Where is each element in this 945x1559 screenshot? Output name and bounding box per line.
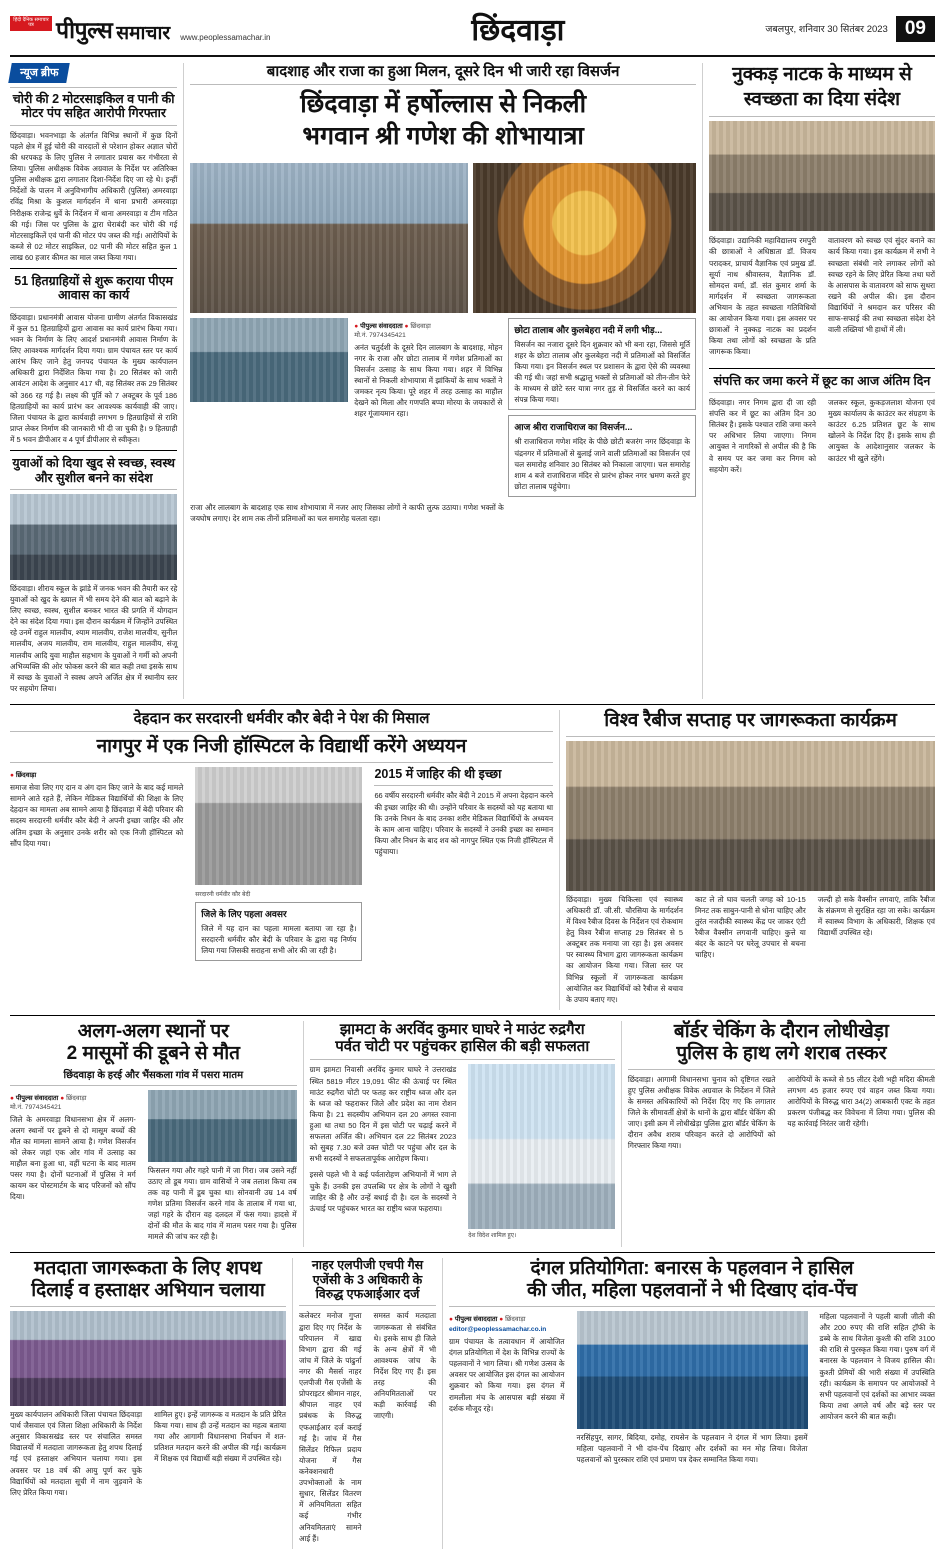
page-number: 09 xyxy=(896,16,935,42)
fir-text-2: समस्त कार्य मतदाता जागरूकता से संबंधित थे। इसके साथ ही जिले के अन्य क्षेत्रों में भी आवश्यक जांच के निर्देश दिए गए हैं। इस तरह की अनियमितताओं पर कड़ी कार्रवाई की जाएगी। xyxy=(373,1311,436,1421)
drowning-text: जिले के अमरवाड़ा विधानसभा क्षेत्र में अलग-अलग स्थानों पर डूबने से दो मासूम बच्चों की मौत का मामला सामने आया है। गणेश विसर्जन को लेकर जहां एक ओर गांव में उत्साह का माहौल बना हुआ था, वहीं घटना के बाद मातम पसर गया है। दोनों घटनाओं में पुलिस ने मर्ग कायम कर पोस्टमार्टम के बाद परिजनों को सौंप दिया। xyxy=(10,1114,136,1202)
mountaineer-photo xyxy=(468,1064,615,1229)
wrestling-text: ग्राम पंचायत के तत्वावधान में आयोजित दंगल प्रतियोगिता में देश के विभिन्न राज्यों के पहलवानों ने भाग लिया। श्री गणेश उत्सव के अवसर पर आयोजित इस दंगल का आयोजन शुक्रवार को किया गया। इस दंगल में रामलीला मंच के आसपास बड़ी संख्या में दर्शक मौजूद रहे। xyxy=(449,1337,565,1413)
date-line: जबलपुर, शनिवार 30 सितंबर 2023 xyxy=(765,24,888,35)
wrestling-headline-line1: दंगल प्रतियोगिता: बनारस के पहलवान ने हासिल xyxy=(530,1258,854,1280)
first-occasion-box xyxy=(195,902,362,961)
publication-logo xyxy=(10,13,270,45)
box-text: जिले में यह दान का पहला मामला बताया जा रहा है। सरदारनी धर्मवीर कौर बेदी के परिवार के द्वारा यह निर्णय लिया गया जिसकी सराहना सभी ओर की जा रही है। xyxy=(201,924,357,956)
brief-item xyxy=(10,456,177,694)
fir-story xyxy=(293,1258,443,1548)
bottom-block xyxy=(10,1258,935,1548)
mount-caption: देश विदेश शामिल हुए। xyxy=(468,1233,517,1240)
oath-ceremony-photo xyxy=(10,1311,286,1406)
mount-text-2: इससे पहले भी वे कई पर्वतारोहण अभियानों में भाग ले चुके हैं। उनकी इस उपलब्धि पर क्षेत्र के लोगों ने खुशी जाहिर की है और उन्हें बधाई दी है। दल के सदस्यों ने ऊंचाई पर पहुंचकर भारत का राष्ट्रीय ध्वज फहराया। xyxy=(309,1170,457,1213)
dehdaan-sub-headline: 2015 में जाहिर की थी इच्छा xyxy=(374,767,502,782)
logo-peoples-text: पीपुल्स xyxy=(56,16,113,43)
dehdaan-text-2: 66 वर्षीय सरदारनी धर्मवीर कौर बेदी ने 2015 में अपना देहदान करने की इच्छा जाहिर की थी। उन्होंने परिवार के सदस्यों को यह बताया था कि उनके निधन के बाद उनका शरीर मेडिकल विद्यार्थियों के अध्ययन के काम आना चाहिए। परिवार के सदस्यों ने उनकी इच्छा का सम्मान किया और निधन के बाद शव को नागपुर स्थित एक निजी हॉस्पिटल में पहुंचाया। xyxy=(374,791,554,856)
wrestling-text-2: नरसिंहपुर, सागर, बिदिया, दमोह, रायसेन के पहलवान ने दंगल में भाग लिया। इसमें महिला पहलवानों ने भी दांव-पेंच दिखाए और दर्शकों का मन मोह लिया। विजेता पहलवानों को पुरस्कार राशि एवं प्रमाण पत्र देकर सम्मानित किया गया। xyxy=(576,1433,808,1465)
drowning-text-2: फिसलन गया और गहरे पानी में जा गिरा। जब उसने नहीं उठाए तो डूब गया। ग्राम वासियों ने जब तलाश किया तब तक वह पानी में डूब चुका था। सोनवानी उम्र 14 वर्ष गणेश प्रतिमा विसर्जन करने गांव के तालाब में गया था, जहां गहरे के दौरान वह दलदल में फंस गया। हादसे में दोनों की मौत के बाद गांव में मातम पसर गया है। पुलिस मामले की जांच कर रही है। xyxy=(147,1165,297,1242)
drowning-byline: ● पीपुल्स संवाददाता ● छिंदवाड़ा मो.नं. 7974345421 xyxy=(10,1094,87,1111)
dehdaan-byline: ● छिंदवाड़ा xyxy=(10,772,37,780)
wrestling-byline: ● पीपुल्स संवाददाता ● छिंदवाड़ा xyxy=(449,1316,526,1324)
drowning-headline-line2: 2 मासूमों की डूबने से मौत xyxy=(66,1042,241,1064)
border-text: छिंदवाड़ा। आगामी विधानसभा चुनाव को दृष्टिगत रखते हुए पुलिस अधीक्षक विवेक अग्रवाल के निर्देशन में जिले के समस्त अधिकारियों को निर्देश दिए गए कि लगातार जिले के सीमावर्ती क्षेत्रों के थानों के द्वारा बॉर्डर चेकिंग की जाए। इसी क्रम में लोधीखेड़ा पुलिस द्वारा बॉर्डर चेकिंग के दौरान अवैध शराब परिवहन करते दो आरोपियों को गिरफ्तार किया गया। xyxy=(627,1074,776,1151)
oath-headline-line2: दिलाई व हस्ताक्षर अभियान चलाया xyxy=(31,1280,265,1302)
dehdaan-story xyxy=(10,710,560,1010)
right-column xyxy=(703,63,935,699)
oath-headline-line1: मतदाता जागरूकता के लिए शपथ xyxy=(34,1258,262,1280)
wrestling-headline-line2: की जीत, महिला पहलवानों ने भी दिखाए दांव-पेंच xyxy=(526,1280,858,1302)
drowning-sub: छिंदवाड़ा के हरई और भैंसकला गांव में पसरा मातम xyxy=(63,1069,244,1081)
box-text: श्री राजाधिराज गणेश मंदिर के पीछे छोटी बजरंग नगर छिंदवाड़ा के चंद्रनगर में प्रतिमाओं से बुलाई जाने वाली प्रतिमाओं का विसर्जन एवं चल समारोह शनिवार 30 सितंबर को निकाला जाएगा। चल समारोह शाम 4 बजे राजाधिराज मंदिर से प्रारंभ होकर नगर भ्रमण करते हुए छोटा तालाब पहुंचेगा। xyxy=(514,437,691,491)
property-tax-text-2: जलकर स्कूल, कुकड़जलाश योजना एवं मुख्य कार्यालय के काउंटर कर संग्रहण के काउंटर 6.25 प्रतिशत छूट के साथ खोलने के निर्देश दिए हैं। इसके साथ ही आयुक्त के आदेशानुसार जलकर के काउंटर भी खुले रहेंगे। xyxy=(828,397,935,463)
rabies-headline: विश्व रैबीज सप्ताह पर जागरूकता कार्यक्रम xyxy=(604,709,897,731)
border-liquor-story xyxy=(622,1021,935,1247)
mountaineering-story xyxy=(304,1021,622,1247)
box-text: विसर्जन का नजारा दूसरे दिन शुक्रवार को भी बना रहा, जिससे मूर्ति शहर के छोटा तालाब और कुलबेहरा नदी में प्रतिमाओं को विसर्जित किया गया। इन विसर्जन स्थल पर प्रशासन के द्वारा ऐसे की व्यवस्था की गई थी। जहां सभी श्रद्धालु भक्तों से प्रतिमाओं को तीन-तीन फेरे के माध्यम से छोटे स्तर यात्रा नगर तुड़ से विसर्जित करने का कार्य संपन्न किया गया। xyxy=(514,339,691,405)
brief-text: छिंदवाड़ा। प्रधानमंत्री आवास योजना ग्रामीण अंतर्गत विकासखंड में कुल 51 हितग्राहियों द्वारा आवास का कार्य प्रारंभ किया गया। भवन के निर्माण के लिए आदर्श प्रधानमंत्री आवास निर्माण के लिए आवश्यक मार्गदर्शन दिया गया। ग्राम पंचायत स्तर पर कार्य आरंभ किए जाने हेतु जनपद पंचायत के मुख्य कार्यपालन अधिकारी द्वारा निर्देशित किया गया है। 20 सितंबर को जारी आवंटन आदेश के अनुसार 417 थी, वह सितंबर तक 29 सितंबर को 366 रह गई है। लक्ष्य की पूर्ति को 7 अक्टूबर के पूर्व 186 हितग्राहियों का कार्य प्रारंभ कर आवश्यक कार्यवाही की जाए। जिला पंचायत के द्वारा कार्यवाही लगभग 9 हितग्राहियों से राशि प्राप्त लेकर निर्माण की जानकारी भी दी जा चुकी है। 9 हितग्राही में 5 भवन डीपीआर व 4 पूर्ण डीपीआर से स्वीकृत। xyxy=(10,312,178,445)
edition-title: छिंदवाड़ा xyxy=(471,14,565,47)
lead-box-1 xyxy=(508,318,696,411)
brief-headline: चोरी की 2 मोटरसाइकिल व पानी की मोटर पंप सहित आरोपी गिरफ्तार xyxy=(12,92,175,121)
mount-text: ग्राम झामटा निवासी अरविंद कुमार घाघरे ने उत्तराखंड स्थित 5819 मीटर 19,091 फीट की ऊंचाई पर स्थित माउंट रुद्रगैरा चोटी पर फतह कर राष्ट्रीय ध्वज और दल के ध्वज को फहराकर जिले और प्रदेश का नाम रोशन किया है। 21 सदस्यीय अभियान दल 20 अगस्त रवाना हुआ था तथा 50 दिन में इस चोटी पर चढ़ाई करने में सफलता अर्जित की। अभियान दल 22 सितंबर 2023 को सुबह 7.30 बजे उक्त चोटी पर पहुंचा और दल के सभी सदस्यों ने सफलतापूर्वक आरोहण किया। xyxy=(309,1065,457,1164)
fir-headline-line3: विरुद्ध एफआईआर दर्ज xyxy=(315,1287,420,1302)
rabies-story xyxy=(560,710,935,1010)
oath-text-2: शामिल हुए। इन्हें जागरूक व मतदान के प्रति प्रेरित किया गया। साथ ही उन्हें मतदान का महत्व बताया गया और आगामी विधानसभा निर्वाचन में शत-प्रतिशत मतदान करने की अपील की गई। कार्यक्रम में शिक्षक एवं विद्यार्थी बड़ी संख्या में उपस्थित रहे। xyxy=(154,1410,286,1464)
rabies-text: छिंदवाड़ा। मुख्य चिकित्सा एवं स्वास्थ्य अधिकारी डॉ. जी.सी. चौरसिया के मार्गदर्शन में विश्व रैबीज दिवस के निर्देशन एवं रोकथाम हेतु विश्व रैबीज सप्ताह 29 सितंबर से 5 अक्टूबर तक मनाया जा रहा है। इस अवसर पर स्वास्थ्य विभाग द्वारा जागरूकता कार्यक्रम का आयोजन किया गया। जिला स्तर पर विभिन्न स्कूलों में जागरूकता कार्यक्रम आयोजित कर विद्यार्थियों को रैबीज से बचाव के उपाय बताए गए। xyxy=(566,894,683,1004)
rabies-text-3: जल्दी हो सके वैक्सीन लगवाएं, ताकि रैबीज के संक्रमण से सुरक्षित रहा जा सके। कार्यक्रम में स्वास्थ्य विभाग के अधिकारी, शिक्षक एवं विद्यार्थी उपस्थित रहे। xyxy=(817,894,935,938)
nukkad-natak-photo xyxy=(709,121,935,231)
wrestling-photo xyxy=(577,1311,808,1429)
box-headline: आज श्रीरा राजाधिराज का विसर्जन... xyxy=(514,422,633,433)
rabies-awareness-photo xyxy=(566,741,935,891)
lead-box-2 xyxy=(508,415,696,497)
dehdaan-kicker: देहदान कर सरदारनी धर्मवीर कौर बेदी ने पेश की मिसाल xyxy=(133,709,430,727)
procession-photo xyxy=(190,163,468,313)
mount-headline-line2: पर्वत चोटी पर पहुंचकर हासिल की बड़ी सफलता xyxy=(335,1038,590,1056)
news-brief-tag: न्यूज ब्रीफ xyxy=(8,63,70,83)
brief-headline: 51 हितग्राहियों से शुरू कराया पीएम आवास का कार्य xyxy=(14,274,174,303)
mid-block xyxy=(10,710,935,1010)
lead-text: अनंत चतुर्दशी के दूसरे दिन लालबाग के बादशाह, मोहन नगर के राजा और छोटा तालाब में गणेश प्रतिमाओं का विसर्जन उत्साह के साथ किया गया। शहर में विभिन्न स्थानों से निकली शोभायात्रा में झांकियों के साथ भक्तों ने जमकर नृत्य किया। पूरे शहर में तरह उत्साह का माहौल देखने को मिला और गणपति बप्पा मोरया के जयकारों से शहर गूंजायमान रहा। xyxy=(354,342,503,419)
lead-story xyxy=(184,63,703,699)
property-tax-headline: संपत्ति कर जमा करने में छूट का आज अंतिम दिन xyxy=(713,373,931,388)
third-block xyxy=(10,1021,935,1247)
drowning-illustration xyxy=(148,1090,297,1162)
drowning-headline-line1: अलग-अलग स्थानों पर xyxy=(77,1020,229,1042)
dharmveer-kaur-portrait xyxy=(195,767,362,885)
logo-samachar-text: समाचार xyxy=(116,22,171,44)
lead-kicker: बादशाह और राजा का हुआ मिलन, दूसरे दिन भी जारी रहा विसर्जन xyxy=(266,63,620,80)
drowning-story xyxy=(10,1021,304,1247)
border-headline-line2: पुलिस के हाथ लगे शराब तस्कर xyxy=(676,1042,887,1064)
editor-email: editor@peoplessamachar.co.in xyxy=(449,1326,547,1334)
lead-byline: ● पीपुल्स संवाददाता ● छिंदवाड़ा मो.नं. 7974345421 xyxy=(354,322,431,339)
logo-badge: हिंदी दैनिक समाचार पत्र xyxy=(10,16,52,31)
wrestling-text-3: महिला पहलवानों ने पहली बाजी जीती की और 200 रुपए की राशि सहित ट्रॉफी के डब्बे के साथ विजेता कुश्ती की राशि 3100 की राशि से पुरस्कृत किया गया। पुरुष वर्ग में बनारस के पहलवान ने विजय हासिल की। कुश्ती प्रेमियों की भारी संख्या में उपस्थिति रही। कार्यक्रम के समापन पर आयोजकों ने सभी पहलवानों एवं दर्शकों का आभार व्यक्त किया तथा अगले वर्ष और बड़े स्तर पर आयोजन करने की बात कही। xyxy=(819,1312,935,1422)
brief-text: छिंदवाड़ा। भवनभाड़ा के अंतर्गत विभिन्न स्थानों में कुछ दिनों पहले क्षेत्र में हुई चोरी की वारदातों से परेशान होकर अज्ञात चोरों की धरपकड़ के लिए पुलिस ने लगातार प्रयास कर गंभीरता से लिया। पुलिस अधीक्षक विवेक अग्रवाल के निर्देश पर अतिरिक्त पुलिस अधीक्षक द्वारा लगातार दिशा-निर्देश दिए जा रहे थे। इन्हीं निर्देशों के पालन में अनुविभागीय अधिकारी (पुलिस) अमरवाड़ा रविंद्र मिश्रा के कुशल मार्गदर्शन में थाना प्रभारी अमरवाड़ा निरीक्षक राजेन्द्र धुर्वे के निर्देशन में थाना अमरवाड़ा व टीम गठित की गई। जिस पर पुलिस के द्वारा घेराबंदी कर चोरी की गई मोटरसाइकिलें एवं पानी की मोटर पंप जब्त की गई। आरोपियों के कब्जे से 02 मोटर साइकिल, 02 पानी की मोटर सहित कुल 1 लाख 60 हजार कीमत का माल जब्त किया गया। xyxy=(10,130,178,262)
brief-text: छिंदवाड़ा। शीराय स्कूल के झांडे में जनक भवन की तैयारी कर रहे युवाओं को खुद के ख्याल में भी समय देने की बात को बढ़ाने के लिए स्वच्छ, स्वस्थ, सुशील बनकर भारत की प्रगति में योगदान देने का संदेश दिया गया। इस दौरान कार्यक्रम में जिन्होंने उपस्थित रहे उनमें राहुल मालवीय, श्याम मालवीय, राजेश मालवीय, सुनील मालवीय, अजय मालवीय, राम मालवीय, राहुल मालवीय, संजू मालवीय आदि युवा माहौल सहभाग के युवाओं ने गर्मी को अपनी अभिव्यक्ति की ओर फोकस करने की बात कही तथा इसके साथ में स्वच्छ के युवाओं ने स्वस्थ अपने अर्जित क्षेत्र में स्थानीय स्तर पर सहयोग लिया। xyxy=(10,583,178,693)
news-brief-column xyxy=(10,63,184,699)
visarjan-photo xyxy=(473,163,696,313)
nukkad-text-2: वातावरण को स्वच्छ एवं सुंदर बनाने का कार्य किया गया। इस कार्यक्रम में सभी ने स्वच्छता संबंधी नारे लगाकर लोगों को स्वच्छ रहने के लिए प्रेरित किया तथा घरों के आसपास के वातावरण को साफ सुथरा रखने की अपील की। इस दौरान विद्यार्थियों ने श्रमदान कर परिसर की साफ-सफाई की तथा स्वच्छता संदेश देने वाली तख्तियां भी हाथों में ली। xyxy=(828,236,935,335)
website-url: www.peoplessamachar.in xyxy=(180,32,271,42)
box-headline: छोटा तालाब और कुलबेहरा नदी में लगी भीड़... xyxy=(514,324,663,335)
border-headline-line1: बॉर्डर चेकिंग के दौरान लोधीखेड़ा xyxy=(673,1020,889,1042)
masthead xyxy=(10,8,935,57)
brief-item xyxy=(10,274,177,445)
mount-headline-line1: झामटा के अरविंद कुमार घाघरे ने माउंट रुद्रगैरा xyxy=(339,1020,585,1038)
lead-headline-line1: छिंदवाड़ा में हर्षोल्लास से निकली xyxy=(300,90,587,119)
fir-text: कलेक्टर मनोज गुप्ता द्वारा दिए गए निर्देश के परिपालन में खाद्य विभाग द्वारा की गई जांच में जिले के पांढुर्ना नगर की मैसर्स नाहर एलपीजी गैस एजेंसी के प्रोपराइटर श्रीमान नाहर, श्रीपाल नाहर एवं प्रबंधक के विरुद्ध एफआईआर दर्ज कराई गई है। जांच में गैस सिलेंडर रिफिल प्रदाय योजना में गैस कनेक्शनधारी उपभोक्ताओं के नाम सुधार, सिलेंडर वितरण में अनियमितता सहित कई गंभीर अनियमितताएं सामने आई हैं। xyxy=(299,1311,362,1543)
fir-headline-line2: एजेंसी के 3 अधिकारी के xyxy=(312,1272,423,1287)
lead-sub-caption: राजा और लालबाग के बादशाह एक साथ शोभायात्रा में नजर आए जिसका लोगों ने काफी लुत्फ उठाया। गणेश भक्तों के जयघोष लगाए। देर शाम तक तीनों प्रतिमाओं का चल समारोह चलता रहा। xyxy=(190,502,504,524)
wrestling-story xyxy=(443,1258,935,1548)
rabies-text-2: काट ले तो घाव चलती जगह को 10-15 मिनट तक साबुन-पानी से धोना चाहिए और तुरंत नजदीकी स्वास्थ्य केंद्र पर जाकर एंटी रैबीज वैक्सीन लगवानी चाहिए। कुत्ते या बंदर के काटने पर घरेलू उपचार से बचना चाहिए। xyxy=(694,894,806,960)
youth-group-photo xyxy=(10,494,177,580)
fir-headline-line1: नाहर एलपीजी एचपी गैस xyxy=(311,1258,424,1273)
property-tax-text: छिंदवाड़ा। नगर निगम द्वारा दी जा रही संपत्ति कर में छूट का अंतिम दिन 30 सितंबर है। इसके पश्चात राशि जमा करने पर अधिभार लिया जाएगा। निगम आयुक्त ने नागरिकों से अपील की है कि वे समय पर कर जमा कर निगम को सहयोग करें। xyxy=(709,397,817,474)
oath-text: मुख्य कार्यपालन अधिकारी जिला पंचायत छिंदवाड़ा पार्थ जैसवाल एवं जिला शिक्षा अधिकारी के निर्देश अनुसार विकासखंड स्तर पर संचालित समस्त विद्यालयों में मतदाता जागरूकता हेतु शपथ दिलाई गई एवं हस्ताक्षर अभियान चलाया गया। इस अवसर पर 18 वर्ष की आयु पूर्ण कर चुके विद्यार्थियों को मतदाता सूची में नाम जुड़वाने के लिए प्रेरित किया गया। xyxy=(10,1410,142,1497)
brief-item xyxy=(10,92,177,263)
river-visarjan-photo xyxy=(190,318,348,402)
lead-headline-line2: भगवान श्री गणेश की शोभायात्रा xyxy=(302,121,584,150)
border-text-2: आरोपियों के कब्जे से 55 लीटर देशी भट्टी मदिरा कीमती लगभग 45 हजार रुपए एवं वाहन जब्त किया गया। आरोपियों के विरुद्ध धारा 34(2) आबकारी एक्ट के तहत प्रकरण पंजीबद्ध कर विवेचना में लिया गया। पुलिस की यह कार्रवाई निरंतर जारी रहेगी। xyxy=(787,1074,935,1129)
nukkad-headline-line1: नुक्कड़ नाटक के माध्यम से स्वच्छता का दिया संदेश xyxy=(732,64,912,110)
dehdaan-headline: नागपुर में एक निजी हॉस्पिटल के विद्यार्थी करेंगे अध्ययन xyxy=(96,736,467,758)
portrait-caption: सरदारनी धर्मवीर कौर बेदी xyxy=(195,892,251,899)
box-headline: जिले के लिए पहला अवसर xyxy=(201,909,287,920)
brief-headline: युवाओं को दिया खुद से स्वच्छ, स्वस्थ और सुशील बनने का संदेश xyxy=(12,456,175,485)
voter-oath-story xyxy=(10,1258,293,1548)
nukkad-text: छिंदवाड़ा। उद्यानिकी महाविद्यालय रमपुरी की छात्राओं ने अधिष्ठाता डॉ. विजय परादकर, प्राचार्य वैज्ञानिक एवं प्रमुख डॉ. सूर्या नाथ श्रीवास्तव, वैज्ञानिक डॉ. सोमदत्त वर्मा, डॉ. संत कुमार शर्मा के मार्गदर्शन में स्वच्छता जागरूकता अभियान के तहत स्वच्छता गतिविधियों का आयोजन किया गया। इस अवसर पर छात्राओं ने नुक्कड़ नाटक का प्रदर्शन किया तथा लोगों को स्वच्छता के प्रति जागरूक किया। xyxy=(709,236,817,357)
dehdaan-text: समाज सेवा लिए गए दान व अंग दान किए जाने के बाद कई मामले सामने आते रहते हैं, लेकिन मेडिकल विद्यार्थियों की शिक्षा के लिए देहदान का मामला अब सामने आया है छिंदवाड़ा में बेदी परिवार की सदस्य सरदारनी धर्मवीर कौर बेदी ने अपनी इच्छा जाहिर की और अंतिम इच्छा के अनुसार उनके शरीर को एक निजी हॉस्पिटल को सौंप दिया गया। xyxy=(10,783,184,848)
